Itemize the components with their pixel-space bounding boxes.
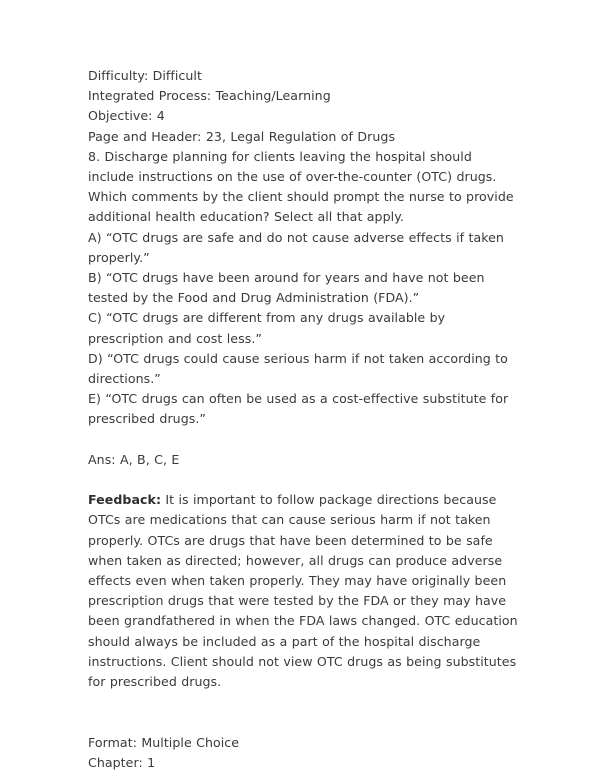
question-option-d: D) “OTC drugs could cause serious harm if not taken according to directions.” — [88, 350, 508, 387]
question-stem: 8. Discharge planning for clients leaving the hospital should include instructions on the use of over-the-counter (OTC) drugs. Which comments by the client should prompt the nurse to provide additional health education? Select all that apply. — [88, 148, 514, 225]
metadata-line-integrated-process: Integrated Process: Teaching/Learning — [88, 88, 331, 104]
question-option-b: B) “OTC drugs have been around for years and have not been tested by the Food and Drug Administration (FDA).” — [88, 270, 485, 306]
feedback-label: Feedback: — [88, 492, 162, 508]
feedback-paragraph — [88, 490, 518, 692]
feedback-text: It is important to follow package directions because OTCs are medications that can cause serious harm if not taken properly. OTCs are drugs that have been determined to be safe when taken as directed; however, all drugs can produce adverse effects even when taken properly. They may have originally been prescription drugs that were tested by the FDA or they may have been grandfathered in when the FDA laws changed. OTC education should always be included as a part of the hospital discharge instructions. Client should not view OTC drugs as being substitutes for prescribed drugs. — [88, 492, 518, 690]
footer-block — [88, 733, 518, 773]
question-option-e: E) “OTC drugs can often be used as a cost-effective substitute for prescribed drugs.” — [88, 391, 509, 427]
spacer-before-footer — [88, 692, 518, 732]
answer-line: Ans: A, B, C, E — [88, 451, 180, 467]
spacer-before-answer — [88, 430, 518, 450]
metadata-block — [88, 66, 518, 147]
footer-line-chapter: Chapter: 1 — [88, 754, 156, 770]
question-option-c: C) “OTC drugs are different from any drugs available by prescription and cost less.” — [88, 310, 446, 346]
question-option-a: A) “OTC drugs are safe and do not cause adverse effects if taken properly.” — [88, 229, 504, 265]
document-text-column — [88, 66, 518, 773]
metadata-line-page-and-header: Page and Header: 23, Legal Regulation of Drugs — [88, 128, 396, 144]
spacer-before-feedback — [88, 470, 518, 490]
metadata-line-objective: Objective: 4 — [88, 108, 165, 124]
metadata-line-difficulty: Difficulty: Difficult — [88, 68, 202, 83]
footer-line-format: Format: Multiple Choice — [88, 734, 240, 750]
